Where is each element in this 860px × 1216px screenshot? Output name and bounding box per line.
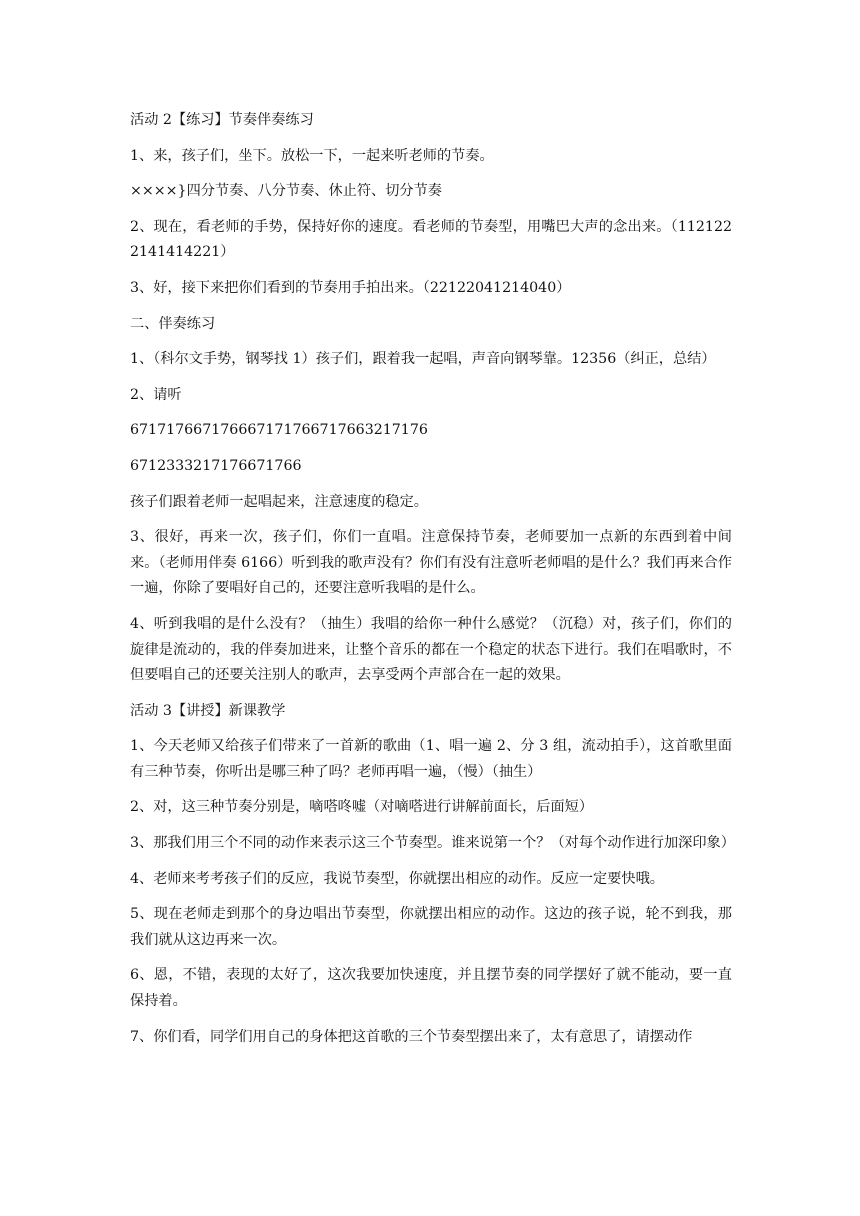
paragraph: 4、听到我唱的是什么没有？（抽生）我唱的给你一种什么感觉？（沉稳）对，孩子们，你们的旋律是流动的，我的伴奏加进来，让整个音乐的都在一个稳定的状态下进行。我们在唱歌时，不但要唱自己的还要关注别人的歌声，去享受两个声部合在一起的效果。 [130, 615, 732, 684]
notation-line: 6712333217176671766 [130, 457, 302, 474]
paragraph: 3、很好，再来一次，孩子们，你们一直唱。注意保持节奏，老师要加一点新的东西到着中间来。（老师用伴奏 6166）听到我的歌声没有？你们有没有注意听老师唱的是什么？我们再来合作一遍，你除了要唱好自己的，还要注意听我唱的是什么。 [130, 529, 732, 597]
notation-line: 67171766717666717176671766321717​6 [130, 422, 428, 439]
paragraph: 1、来，孩子们，坐下。放松一下，一起来听老师的节奏。 [130, 147, 494, 164]
paragraph: 孩子们跟着老师一起唱起来，注意速度的稳定。 [130, 493, 428, 510]
paragraph: 3、那我们用三个不同的动作来表示这三个节奏型。谁来说第一个？（对每个动作进行加深印象） [130, 835, 735, 852]
paragraph: 5、现在老师走到那个的身边唱出节奏型，你就摆出相应的动作。这边的孩子说，轮不到我，那我们就从这边再来一次。 [130, 906, 732, 948]
section-heading-activity-3: 活动 3【讲授】新课教学 [130, 702, 286, 719]
paragraph: 7、你们看，同学们用自己的身体把这首歌的三个节奏型摆出来了，太有意思了，请摆动作 [130, 1028, 693, 1045]
paragraph: 1、（科尔文手势，钢琴找 1）孩子们，跟着我一起唱，声音向钢琴靠。12356（纠正，总结） [130, 351, 716, 368]
paragraph: 1、今天老师又给孩子们带来了一首新的歌曲（1、唱一遍 2、分 3 组，流动拍手），这首歌里面有三种节奏，你听出是哪三种了吗？老师再唱一遍，（慢）（抽生） [130, 738, 732, 780]
section-heading-activity-2: 活动 2【练习】节奏伴奏练习 [130, 112, 314, 128]
paragraph: 4、老师来考考孩子们的反应，我说节奏型，你就摆出相应的动作。反应一定要快哦。 [130, 870, 664, 887]
paragraph: 2、请听 [130, 386, 182, 403]
document-page [130, 108, 735, 1060]
paragraph: 3、好，接下来把你们看到的节奏用手拍出来。（22122041214040） [130, 279, 571, 296]
paragraph: 2、现在，看老师的手势，保持好你的速度。看老师的节奏型，用嘴巴大声的念出来。（1121222141414221） [130, 218, 732, 261]
section-heading-accompaniment: 二、伴奏练习 [130, 315, 216, 332]
paragraph: 2、对，这三种节奏分别是，嘀嗒咚嘘（对嘀嗒进行讲解前面长，后面短） [130, 799, 594, 816]
paragraph: 6、恩，不错，表现的太好了，这次我要加快速度，并且摆节奏的同学摆好了就不能动，要一直保持着。 [130, 967, 732, 1010]
paragraph: ××××}四分节奏、八分节奏、休止符、切分节奏 [130, 183, 442, 200]
